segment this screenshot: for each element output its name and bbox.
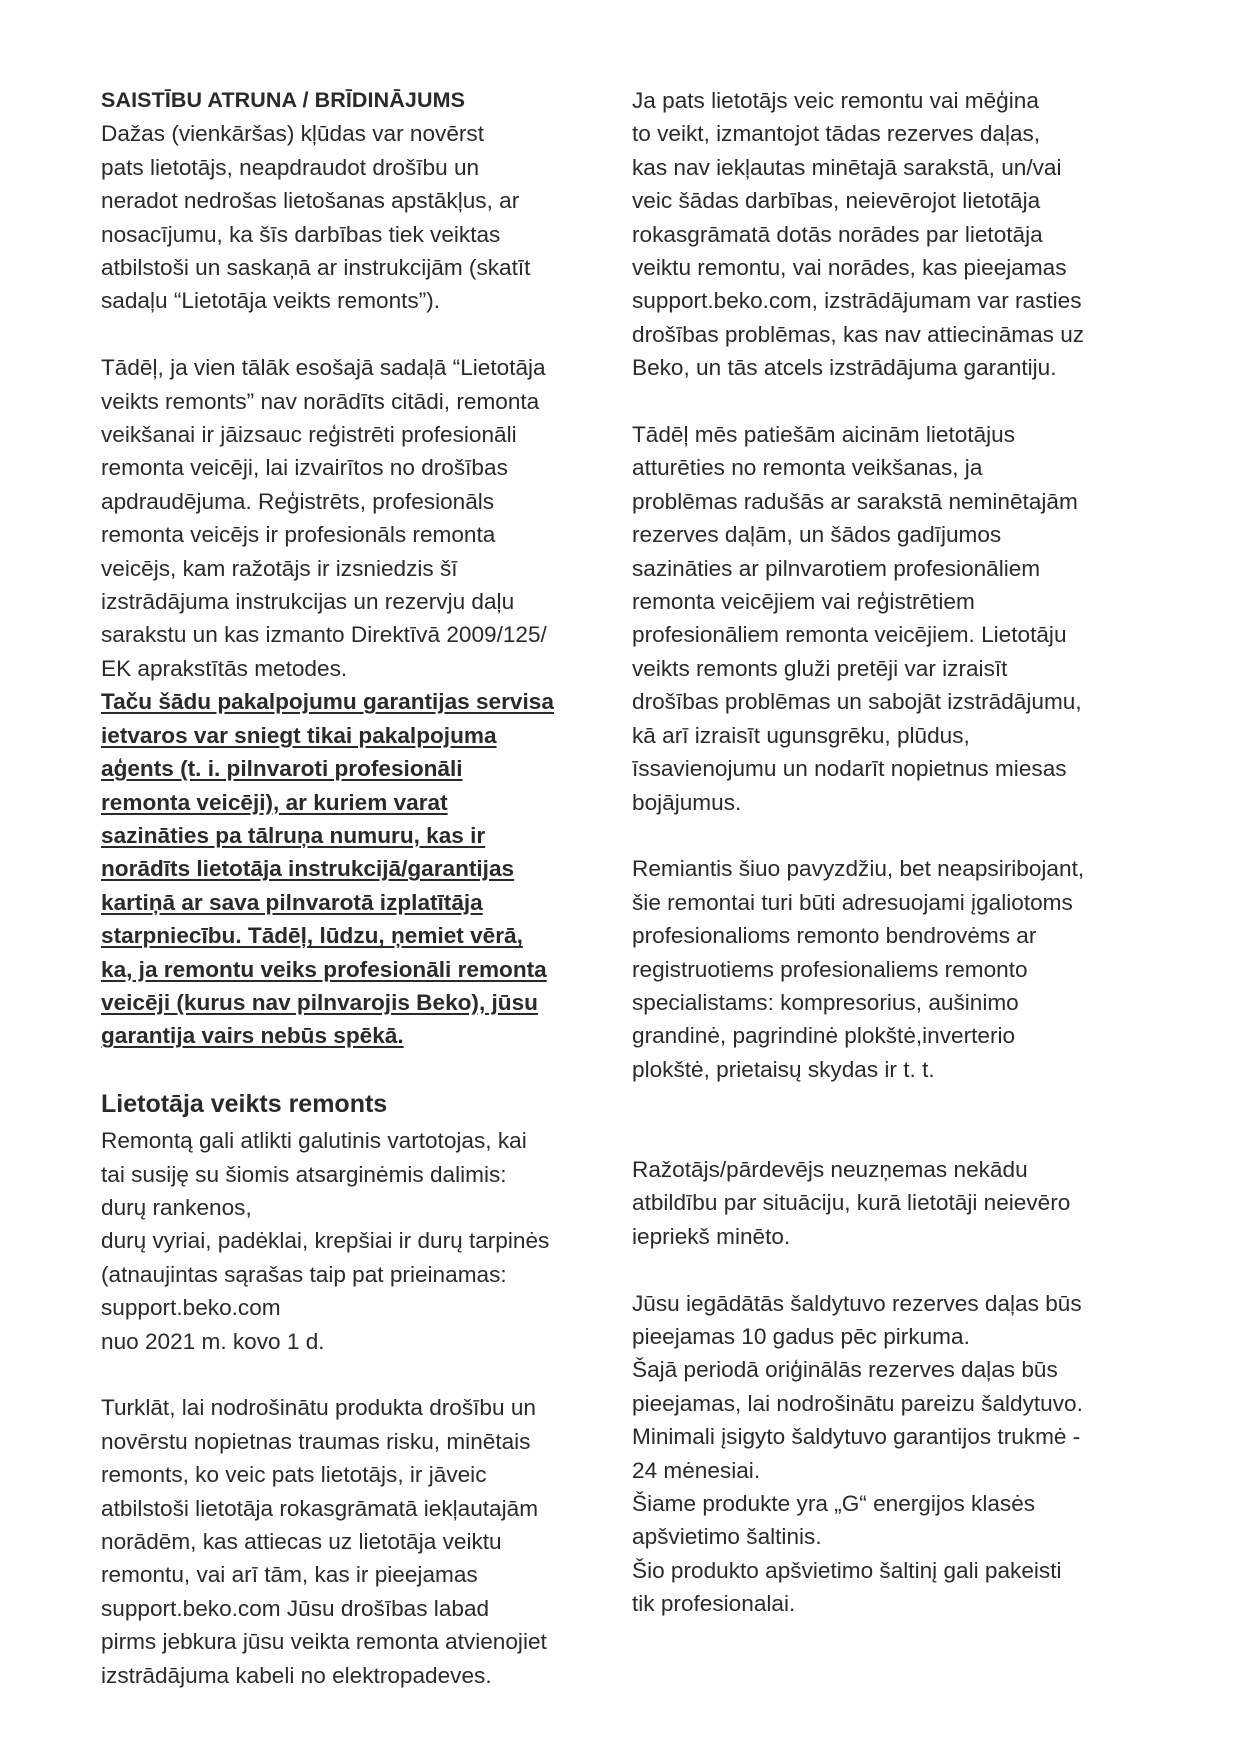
text-line: specialistams: kompresorius, aušinimo <box>632 989 1019 1015</box>
left-column <box>101 84 631 1692</box>
text-line: nuo 2021 m. kovo 1 d. <box>101 1328 325 1354</box>
left-paragraph-3 <box>101 1124 631 1358</box>
right-paragraph-5 <box>632 1287 1152 1621</box>
text-line: remontu, vai arī tām, kas ir pieejamas <box>101 1562 478 1588</box>
text-line: apšvietimo šaltinis. <box>632 1524 822 1550</box>
text-line: problēmas radušās ar sarakstā neminētajām <box>632 488 1078 514</box>
text-line: remonta veicējiem vai reģistrētiem <box>632 589 975 615</box>
text-line: 24 mėnesiai. <box>632 1457 761 1483</box>
text-line: tik profesionalai. <box>632 1591 796 1617</box>
text-line: profesionalioms remonto bendrovėms ar <box>632 923 1037 949</box>
left-paragraph-1 <box>101 117 631 317</box>
text-line: sarakstu un kas izmanto Direktīvā 2009/125/ <box>101 622 547 648</box>
text-line: īssavienojumu un nodarīt nopietnus miesas <box>632 756 1067 782</box>
text-line: Ja pats lietotājs veic remontu vai mēģina <box>632 88 1039 113</box>
right-column <box>632 84 1152 1621</box>
text-line: durų vyriai, padėklai, krepšiai ir durų tarpinės <box>101 1228 550 1254</box>
text-line: plokštė, prietaisų skydas ir t. t. <box>632 1056 935 1082</box>
text-line: remonta veicēji, lai izvairītos no drošības <box>101 455 508 481</box>
text-line: sazināties pa tālruņa numuru, kas ir <box>101 822 486 848</box>
text-line: Šio produkto apšvietimo šaltinį gali pakeisti <box>632 1557 1062 1583</box>
text-line: norādēm, kas attiecas uz lietotāja veiktu <box>101 1529 502 1555</box>
right-paragraph-4 <box>632 1153 1152 1253</box>
text-line: Ražotājs/pārdevējs neuzņemas nekādu <box>632 1156 1028 1182</box>
text-line: to veikt, izmantojot tādas rezerves daļas, <box>632 121 1041 147</box>
text-line: support.beko.com, izstrādājumam var rasties <box>632 288 1082 314</box>
text-line: veikts remonts gluži pretēji var izraisīt <box>632 655 1008 681</box>
text-line: durų rankenos, <box>101 1194 252 1220</box>
text-line: registruotiems profesionaliems remonto <box>632 956 1028 982</box>
text-line: iepriekš minēto. <box>632 1223 791 1249</box>
text-line: Taču šādu pakalpojumu garantijas servisa <box>101 689 554 715</box>
text-line: grandinė, pagrindinė plokštė,inverterio <box>632 1023 1016 1049</box>
text-line: drošības problēmas, kas nav attiecināmas uz <box>632 321 1085 347</box>
right-paragraph-3 <box>632 852 1152 1086</box>
text-line: ka, ja remontu veiks profesionāli remonta <box>101 956 547 982</box>
text-line: drošības problēmas un sabojāt izstrādājumu, <box>632 689 1082 715</box>
right-paragraph-2 <box>632 418 1152 819</box>
text-line: Remiantis šiuo pavyzdžiu, bet neapsiribojant, <box>632 856 1085 882</box>
text-line: garantija vairs nebūs spēkā. <box>101 1023 404 1049</box>
text-line: nosacījumu, ka šīs darbības tiek veiktas <box>101 221 501 247</box>
text-line: remonts, ko veic pats lietotājs, ir jāveic <box>101 1462 487 1488</box>
text-line: Šiame produkte yra „G“ energijos klasės <box>632 1490 1036 1516</box>
warranty-warning <box>101 685 631 1052</box>
text-line: neradot nedrošas lietošanas apstākļus, ar <box>101 188 520 214</box>
text-line: novērstu nopietnas traumas risku, minētais <box>101 1428 531 1454</box>
text-line: veicēji (kurus nav pilnvarojis Beko), jūsu <box>101 989 538 1015</box>
text-line: apdraudējuma. Reģistrēts, profesionāls <box>101 488 495 514</box>
text-line: izstrādājuma kabeli no elektropadeves. <box>101 1662 492 1688</box>
text-line: aģents (t. i. pilnvaroti profesionāli <box>101 756 463 782</box>
text-line: norādīts lietotāja instrukcijā/garantijas <box>101 856 515 882</box>
text-line: rezerves daļām, un šādos gadījumos <box>632 522 1002 548</box>
text-line: bojājumus. <box>632 789 742 815</box>
text-line: atbilstoši un saskaņā ar instrukcijām (skatīt <box>101 255 531 281</box>
text-line: EK aprakstītās metodes. <box>101 655 348 681</box>
text-line: (atnaujintas sąrašas taip pat prieinamas: <box>101 1261 507 1287</box>
text-line: Minimali įsigyto šaldytuvo garantijos trukmė - <box>632 1424 1081 1450</box>
text-line: pieejamas 10 gadus pēc pirkuma. <box>632 1323 970 1349</box>
text-line: veic šādas darbības, neievērojot lietotāja <box>632 188 1041 214</box>
text-line: sazināties ar pilnvarotiem profesionāliem <box>632 555 1041 581</box>
text-line: starpniecību. Tādēļ, lūdzu, ņemiet vērā, <box>101 923 523 949</box>
text-line: pats lietotājs, neapdraudot drošību un <box>101 154 480 180</box>
text-line: atbilstoši lietotāja rokasgrāmatā iekļautajām <box>101 1495 539 1521</box>
text-line: Tādēļ, ja vien tālāk esošajā sadaļā “Lietotāja <box>101 355 546 381</box>
user-repair-title: Lietotāja veikts remonts <box>101 1090 388 1119</box>
text-line: tai susiję su šiomis atsarginėmis dalimis: <box>101 1161 507 1187</box>
left-paragraph-2 <box>101 351 631 685</box>
right-paragraph-1 <box>632 84 1152 385</box>
text-line: kartiņā ar sava pilnvarotā izplatītāja <box>101 889 483 915</box>
text-line: Dažas (vienkāršas) kļūdas var novērst <box>101 121 484 147</box>
text-line: pirms jebkura jūsu veikta remonta atvienojiet <box>101 1629 547 1655</box>
text-line: Šajā periodā oriģinālās rezerves daļas būs <box>632 1357 1058 1383</box>
text-line: remonta veicējs ir profesionāls remonta <box>101 522 496 548</box>
text-line: veiktu remontu, vai norādes, kas pieejamas <box>632 255 1067 281</box>
text-line: izstrādājuma instrukcijas un rezervju daļu <box>101 589 515 615</box>
text-line: šie remontai turi būti adresuojami įgaliotoms <box>632 889 1073 915</box>
left-paragraph-4 <box>101 1391 631 1692</box>
disclaimer-title: SAISTĪBU ATRUNA / BRĪDINĀJUMS <box>101 88 466 112</box>
text-line: veikšanai ir jāizsauc reģistrēti profesionāli <box>101 422 517 448</box>
text-line: support.beko.com Jūsu drošības labad <box>101 1595 490 1621</box>
text-line: sadaļu “Lietotāja veikts remonts”). <box>101 288 441 314</box>
text-line: atbildību par situāciju, kurā lietotāji neievēro <box>632 1190 1071 1216</box>
text-line: remonta veicēji), ar kuriem varat <box>101 789 448 815</box>
text-line: Beko, un tās atcels izstrādājuma garantiju. <box>632 355 1057 381</box>
text-line: veikts remonts” nav norādīts citādi, remonta <box>101 388 540 414</box>
text-line: Remontą gali atlikti galutinis vartotojas, kai <box>101 1128 527 1154</box>
text-line: Jūsu iegādātās šaldytuvo rezerves daļas būs <box>632 1290 1082 1316</box>
text-line: profesionāliem remonta veicējiem. Lietotāju <box>632 622 1067 648</box>
text-line: kā arī izraisīt ugunsgrēku, plūdus, <box>632 722 970 748</box>
text-line: veicējs, kam ražotājs ir izsniedzis šī <box>101 555 458 581</box>
text-line: pieejamas, lai nodrošinātu pareizu šaldytuvo. <box>632 1390 1083 1416</box>
text-line: atturēties no remonta veikšanas, ja <box>632 455 983 481</box>
text-line: Turklāt, lai nodrošinātu produkta drošību un <box>101 1395 536 1421</box>
text-line: kas nav iekļautas minētajā sarakstā, un/vai <box>632 154 1062 180</box>
text-line: support.beko.com <box>101 1295 281 1321</box>
text-line: Tādēļ mēs patiešām aicinām lietotājus <box>632 422 1016 448</box>
text-line: rokasgrāmatā dotās norādes par lietotāja <box>632 221 1043 247</box>
text-line: ietvaros var sniegt tikai pakalpojuma <box>101 722 497 748</box>
